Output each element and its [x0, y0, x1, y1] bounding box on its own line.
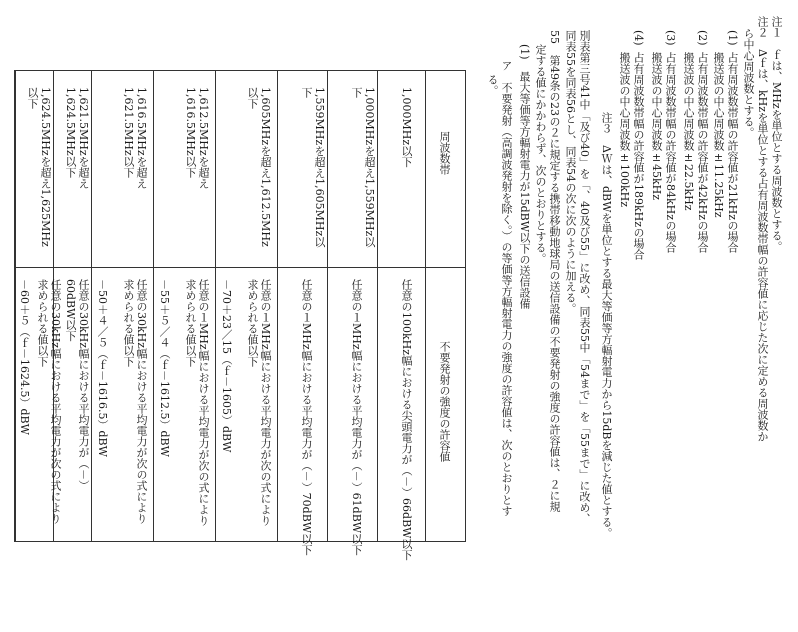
note-2-item-3-number: (3)	[664, 30, 677, 46]
sub-item-1: (1) 最大等価等方輻射電力が15dBW以下の送信設備	[518, 44, 531, 310]
table-row	[91, 71, 153, 541]
header-frequency-band: 周波数帯	[438, 131, 451, 175]
table-header-row	[425, 71, 467, 541]
limit-cell: 任意の30kHz幅における平均電力が次の式により求められる値以下	[36, 279, 62, 525]
limit-cell: 任意の１MHz幅における平均電力が次の式により求められる値以下	[184, 279, 210, 526]
note-2-item-2-number: (2)	[696, 30, 709, 46]
frequency-cell: 1,000MHzを超え1,559MHz以下	[350, 87, 376, 248]
note-2-line-b: ら中心周波数とする。	[742, 28, 755, 138]
note-1: 注１ ｆは、MHzを単位とする周波数とする。	[770, 16, 783, 252]
table-row	[327, 71, 377, 556]
formula-cell: －50＋４／５（ｆ－1616.5）dBW	[96, 279, 109, 457]
table-row	[277, 71, 327, 556]
formula-cell: －60＋５（ｆ－1624.5）dBW	[18, 279, 31, 435]
note-2-line-a: 注２ Δｆは、kHzを単位とする占有周波数帯幅の許容値に応じた次に定める周波数か	[756, 16, 769, 442]
table-row	[215, 71, 277, 541]
note-2-item-2-b: 搬送波の中心周波数±22.5kHz	[682, 52, 695, 211]
formula-cell: －70＋23／15（ｆ－1605）dBW	[220, 279, 233, 453]
note-2-item-3-a: 占有周波数帯幅の許容値が84kHzの場合	[664, 52, 677, 254]
limit-cell: 任意の１MHz幅における平均電力が次の式により求められる値以下	[246, 279, 272, 526]
table-row	[377, 71, 425, 561]
limit-cell: 任意の100kHz幅における尖頭電力が（－）66dBW以下	[400, 279, 413, 561]
emission-limit-table	[14, 70, 466, 561]
table-row	[15, 71, 62, 541]
frequency-cell: 1,624.5MHzを超え1,625MHz以下	[26, 87, 52, 247]
frequency-cell: 1,000MHz以下	[400, 87, 413, 168]
amendment-line-1: 別表第三号41中「及び40」を「、40及び55」に改め、同表55中「54まで」を「55まで」に改め、	[578, 30, 591, 524]
note-2-item-3-b: 搬送波の中心周波数±45kHz	[650, 52, 663, 201]
formula-cell: －55＋５／４（ｆ－1612.5）dBW	[158, 279, 171, 457]
note-2-item-4-b: 搬送波の中心周波数±100kHz	[618, 52, 631, 208]
note-2-item-1-number: (1)	[726, 30, 739, 46]
note-3: 注３ ΔＷは、dBWを単位とする最大等価等方輻射電力から15dBを減じた値とする。	[600, 112, 613, 539]
frequency-cell: 1,559MHzを超え1,605MHz以下	[300, 87, 326, 248]
table-row	[153, 71, 215, 541]
header-emission-limit: 不要発射の強度の許容値	[438, 341, 451, 462]
limit-cell: 任意の１MHz幅における平均電力が（－）61dBW以下	[350, 279, 363, 556]
note-2-item-1-b: 搬送波の中心周波数±11.25kHz	[712, 52, 725, 218]
sub-item-a-line-1: ア 不要発射（高調波発射を除く。）の等価等方輻射電力の強度の許容値は、次のとおりとす	[500, 60, 513, 517]
item-55-line-b: 定する値にかかわらず、次のとおりとする。	[534, 44, 547, 264]
limit-cell: 任意の30kHz幅における平均電力が次の式により求められる値以下	[122, 279, 148, 525]
frequency-cell: 1,621.5MHzを超え1,624.5MHz以下	[64, 87, 90, 189]
note-2-item-4-a: 占有周波数帯幅の許容値が189kHzの場合	[632, 52, 645, 261]
frequency-cell: 1,605MHzを超え1,612.5MHz以下	[246, 87, 272, 247]
frequency-cell: 1,616.5MHzを超え1,621.5MHz以下	[122, 87, 148, 189]
limit-cell: 任意の１MHz幅における平均電力が（－）70dBW以下	[300, 279, 313, 556]
note-2-item-4-number: (4)	[632, 30, 645, 46]
limit-cell: 任意の30kHz幅における平均電力が（－）60dBW以下	[64, 279, 90, 492]
sub-item-a-line-2: る。	[486, 74, 499, 96]
note-2-item-2-a: 占有周波数帯幅の許容値が42kHzの場合	[696, 52, 709, 254]
note-2-item-1-a: 占有周波数帯幅の許容値が21kHzの場合	[726, 52, 739, 254]
frequency-cell: 1,612.5MHzを超え1,616.5MHz以下	[184, 87, 210, 189]
item-55-line-a: 55 第49条の23の２に規定する携帯移動地球局の送信設備の不要発射の強度の許容値は、２に規	[548, 30, 561, 512]
amendment-line-2: 同表55を同表56とし、同表54の次に次のように加える。	[564, 30, 577, 314]
